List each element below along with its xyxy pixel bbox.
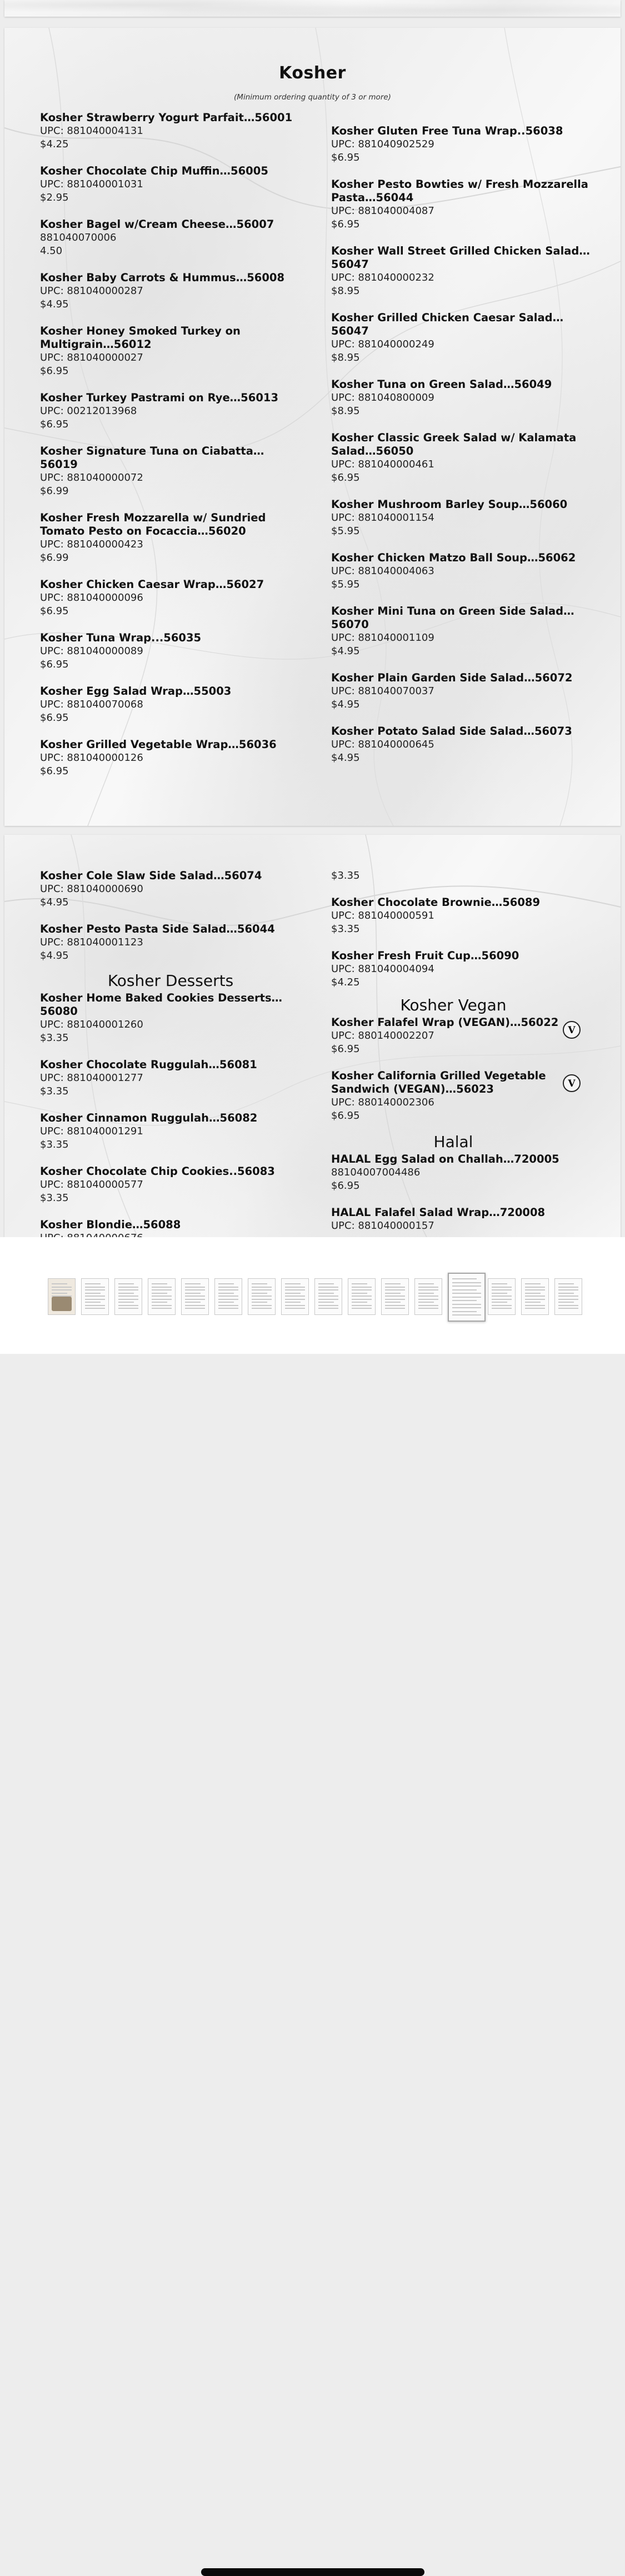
menu-item-price: $4.95: [40, 950, 69, 961]
menu-item-upc: UPC: 881040000232: [331, 272, 434, 283]
cover-image-thumb: [52, 1297, 72, 1311]
thumbnail-page[interactable]: [81, 1278, 109, 1315]
menu-item-price: $3.35: [40, 1192, 69, 1204]
menu-item: [331, 178, 598, 231]
menu-item: [331, 498, 598, 538]
menu-item-upc: UPC: 881040000249: [331, 338, 434, 350]
menu-item: [331, 431, 598, 485]
menu-item-price: $3.35: [40, 1085, 69, 1097]
menu-item-upc: UPC: 880140002306: [331, 1097, 434, 1108]
menu-item-name: Kosher Tuna on Green Salad…56049: [331, 378, 552, 391]
menu-item-name: Kosher Pesto Bowties w/ Fresh Mozzarella Pasta…56044: [331, 178, 588, 204]
menu-item-price: $3.35: [331, 923, 360, 935]
menu-item-price: $6.95: [331, 1180, 360, 1192]
page-thumbnail-strip: [0, 1237, 625, 1354]
menu-item-price: $3.35: [40, 1032, 69, 1044]
menu-item-name: Kosher Home Baked Cookies Desserts…56080: [40, 991, 283, 1018]
menu-item: [331, 1016, 576, 1056]
menu-item-price: $6.95: [40, 659, 69, 670]
vegan-heading: Kosher Vegan: [400, 996, 507, 1014]
menu-item-upc: UPC: 881040902529: [331, 138, 434, 150]
menu-item: [40, 1058, 301, 1098]
menu-item: [331, 551, 598, 591]
menu-item-upc: UPC: 880140002207: [331, 1030, 434, 1042]
menu-item-price: $4.95: [331, 645, 360, 657]
menu-item-price: $6.95: [40, 418, 69, 430]
menu-item-name: Kosher Grilled Vegetable Wrap…56036: [40, 738, 277, 751]
menu-item-name: Kosher Wall Street Grilled Chicken Salad…56047: [331, 245, 590, 271]
menu-item-price: $3.35: [40, 1139, 69, 1150]
thumbnail-page[interactable]: [114, 1278, 142, 1315]
menu-item-price: $4.95: [331, 699, 360, 710]
thumbnail-current-page[interactable]: [448, 1273, 486, 1322]
menu-item: [331, 1206, 576, 1233]
menu-item-upc: UPC: 00212013968: [40, 405, 137, 417]
menu-item: [40, 869, 301, 909]
menu-item-price: $6.99: [40, 552, 69, 564]
menu-item: [40, 991, 301, 1045]
thumbnail-page[interactable]: [488, 1278, 516, 1315]
halal-heading: Halal: [433, 1133, 473, 1151]
menu-item-upc: UPC: 881040004063: [331, 565, 434, 577]
menu-item: [40, 111, 296, 151]
thumbnail-page[interactable]: [248, 1278, 276, 1315]
menu-item: [331, 245, 598, 298]
menu-item-name: Kosher Plain Garden Side Salad…56072: [331, 671, 573, 684]
menu-item: [40, 578, 296, 618]
menu-item-price: $2.95: [40, 192, 69, 203]
menu-item-name: Kosher Gluten Free Tuna Wrap..56038: [331, 124, 563, 137]
menu-item: [331, 124, 598, 165]
menu-item-price: $8.95: [331, 352, 360, 363]
menu-item-upc: UPC: 881040000072: [40, 472, 143, 484]
menu-item-upc: UPC: 881040001260: [40, 1019, 143, 1030]
menu-item: [331, 1153, 576, 1193]
menu-item: [40, 218, 296, 258]
menu-item: [40, 271, 296, 311]
menu-item-upc: UPC: 881040004131: [40, 125, 143, 137]
menu-item-name: Kosher Cole Slaw Side Salad…56074: [40, 869, 262, 882]
thumbnail-page[interactable]: [414, 1278, 442, 1315]
right-menu-column: [331, 124, 598, 778]
thumbnail-page[interactable]: [554, 1278, 582, 1315]
menu-item-price: $8.95: [331, 285, 360, 297]
next-menu-page: [4, 835, 621, 1237]
menu-item-price: 4.50: [40, 245, 63, 257]
menu-item-price: $5.95: [331, 525, 360, 537]
menu-item-name: Kosher Signature Tuna on Ciabatta…56019: [40, 445, 264, 471]
menu-item-name: Kosher California Grilled Vegetable Sandwich (VEGAN)…56023: [331, 1069, 546, 1095]
previous-page-edge: [4, 0, 621, 17]
menu-item: [331, 725, 598, 765]
menu-item-name: Kosher Falafel Wrap (VEGAN)…56022: [331, 1016, 559, 1029]
menu-item-name: Kosher Tuna Wrap...56035: [40, 631, 202, 644]
menu-item-upc: 88104007004486: [331, 1167, 421, 1178]
menu-item-name: Kosher Grilled Chicken Caesar Salad…56047: [331, 311, 564, 337]
menu-item: [40, 511, 296, 565]
menu-item-upc: UPC: 881040000089: [40, 645, 143, 657]
menu-item: [40, 1112, 301, 1152]
thumbnail-page[interactable]: [348, 1278, 376, 1315]
carryover-price: $3.35: [331, 870, 360, 881]
menu-item-name: Kosher Classic Greek Salad w/ Kalamata Salad…56050: [331, 431, 577, 457]
menu-item-name: Kosher Chocolate Chip Cookies..56083: [40, 1165, 275, 1178]
desserts-heading: Kosher Desserts: [107, 971, 234, 990]
thumbnail-page[interactable]: [521, 1278, 549, 1315]
menu-item: [40, 631, 296, 671]
menu-item-name: Kosher Fresh Fruit Cup…56090: [331, 949, 519, 962]
menu-item: [40, 445, 296, 498]
menu-item-price: $6.95: [331, 1043, 360, 1055]
menu-item: [40, 738, 296, 778]
svg-text:V: V: [568, 1025, 576, 1036]
menu-item-price: $4.25: [331, 976, 360, 988]
menu-item-name: Kosher Mushroom Barley Soup…56060: [331, 498, 568, 511]
menu-item-name: Kosher Chicken Caesar Wrap…56027: [40, 578, 264, 591]
menu-item-upc: UPC: 881040000690: [40, 883, 143, 895]
menu-item: [331, 605, 598, 658]
menu-item-name: Kosher Pesto Pasta Side Salad…56044: [40, 923, 275, 935]
menu-item-name: Kosher Chocolate Chip Muffin…56005: [40, 165, 268, 177]
menu-item-upc: UPC: 881040070037: [331, 685, 434, 697]
menu-item-price: $6.95: [40, 765, 69, 777]
next-left-column: [40, 869, 301, 1258]
menu-item-name: Kosher Cinnamon Ruggulah…56082: [40, 1112, 258, 1124]
menu-item: [40, 1165, 301, 1205]
left-menu-column: [40, 111, 296, 791]
thumbnail-page[interactable]: [214, 1278, 242, 1315]
menu-item-upc: UPC: 881040000423: [40, 539, 143, 550]
menu-item: [331, 671, 598, 711]
menu-item-upc: UPC: 881040001109: [331, 632, 434, 644]
menu-item-upc: UPC: 881040000027: [40, 352, 143, 363]
menu-item-name: Kosher Honey Smoked Turkey on Multigrain…56012: [40, 325, 241, 351]
menu-item-name: HALAL Egg Salad on Challah…720005: [331, 1153, 559, 1165]
menu-item-upc: UPC: 881040001277: [40, 1072, 143, 1084]
page-title: Kosher: [279, 63, 346, 83]
thumbnail-page[interactable]: [148, 1278, 176, 1315]
menu-item-upc: UPC: 881040004087: [331, 205, 434, 217]
menu-item-price: $6.95: [331, 1110, 360, 1122]
menu-item-price: $6.99: [40, 485, 69, 497]
thumbnail-page[interactable]: [181, 1278, 209, 1315]
menu-item: [40, 165, 296, 205]
menu-item-upc: UPC: 881040000591: [331, 910, 434, 921]
menu-item-upc: UPC: 881040001031: [40, 178, 143, 190]
menu-item-name: Kosher Egg Salad Wrap…55003: [40, 685, 232, 697]
menu-item-name: Kosher Bagel w/Cream Cheese…56007: [40, 218, 274, 231]
menu-item-name: Kosher Turkey Pastrami on Rye…56013: [40, 391, 279, 404]
thumbnail-page[interactable]: [314, 1278, 342, 1315]
menu-item-price: $5.95: [331, 579, 360, 590]
menu-item-name: Kosher Potato Salad Side Salad…56073: [331, 725, 572, 738]
menu-item-price: $6.95: [331, 152, 360, 163]
menu-item: [331, 949, 576, 989]
menu-item: [331, 1069, 576, 1123]
menu-item-upc: UPC: 881040000461: [331, 459, 434, 470]
menu-item-name: Kosher Fresh Mozzarella w/ Sundried Tomato Pesto on Focaccia…56020: [40, 511, 266, 537]
menu-item: [40, 923, 301, 963]
menu-item-name: Kosher Chocolate Ruggulah…56081: [40, 1058, 257, 1071]
menu-item-name: Kosher Baby Carrots & Hummus…56008: [40, 271, 285, 284]
thumbnail-page[interactable]: [48, 1278, 76, 1315]
menu-item-upc: UPC: 881040000157: [331, 1220, 434, 1232]
menu-item-price: $6.95: [331, 218, 360, 230]
menu-item: [40, 391, 296, 431]
page-subtitle: (Minimum ordering quantity of 3 or more): [234, 93, 391, 102]
menu-item-name: Kosher Blondie…56088: [40, 1218, 181, 1231]
home-indicator[interactable]: [201, 2568, 424, 2576]
menu-item-name: Kosher Mini Tuna on Green Side Salad…56070: [331, 605, 574, 631]
menu-item-upc: UPC: 881040001154: [331, 512, 434, 524]
thumbnail-page[interactable]: [281, 1278, 309, 1315]
menu-item-price: $4.25: [40, 138, 69, 150]
kosher-menu-page: [4, 28, 621, 826]
menu-item-upc: UPC: 881040004094: [331, 963, 434, 975]
menu-item: [331, 896, 576, 936]
menu-item-price: $6.95: [40, 712, 69, 724]
thumbnail-page[interactable]: [381, 1278, 409, 1315]
menu-item-price: $6.95: [331, 472, 360, 484]
menu-item-price: $4.95: [40, 896, 69, 908]
menu-item: [331, 378, 598, 418]
menu-item-upc: UPC: 881040000126: [40, 752, 143, 764]
svg-text:V: V: [568, 1078, 576, 1089]
menu-item-name: Kosher Strawberry Yogurt Parfait…56001: [40, 111, 293, 124]
menu-item: [40, 685, 296, 725]
menu-item-upc: UPC: 881040001123: [40, 936, 143, 948]
vegan-badge-icon: [562, 1020, 581, 1039]
menu-item: [331, 311, 598, 365]
menu-item-name: Kosher Chocolate Brownie…56089: [331, 896, 541, 909]
menu-item-upc: UPC: 881040000287: [40, 285, 143, 297]
menu-item: [40, 325, 296, 378]
menu-item-upc: UPC: 881040070068: [40, 699, 143, 710]
menu-item-upc: UPC: 881040000645: [331, 739, 434, 750]
vegan-badge-icon: [562, 1074, 581, 1093]
menu-item-price: $4.95: [331, 752, 360, 764]
menu-item-price: $6.95: [40, 365, 69, 377]
menu-item-price: $8.95: [331, 405, 360, 417]
menu-item-upc: UPC: 881040800009: [331, 392, 434, 403]
menu-item-upc: UPC: 881040000577: [40, 1179, 143, 1190]
menu-item-upc: 881040070006: [40, 232, 117, 243]
menu-item-name: Kosher Chicken Matzo Ball Soup…56062: [331, 551, 576, 564]
menu-item-name: HALAL Falafel Salad Wrap…720008: [331, 1206, 546, 1219]
menu-item-price: $4.95: [40, 298, 69, 310]
menu-item-price: $6.95: [40, 605, 69, 617]
next-right-column: [331, 869, 576, 1246]
menu-item-upc: UPC: 881040000096: [40, 592, 143, 604]
menu-item-upc: UPC: 881040001291: [40, 1125, 143, 1137]
